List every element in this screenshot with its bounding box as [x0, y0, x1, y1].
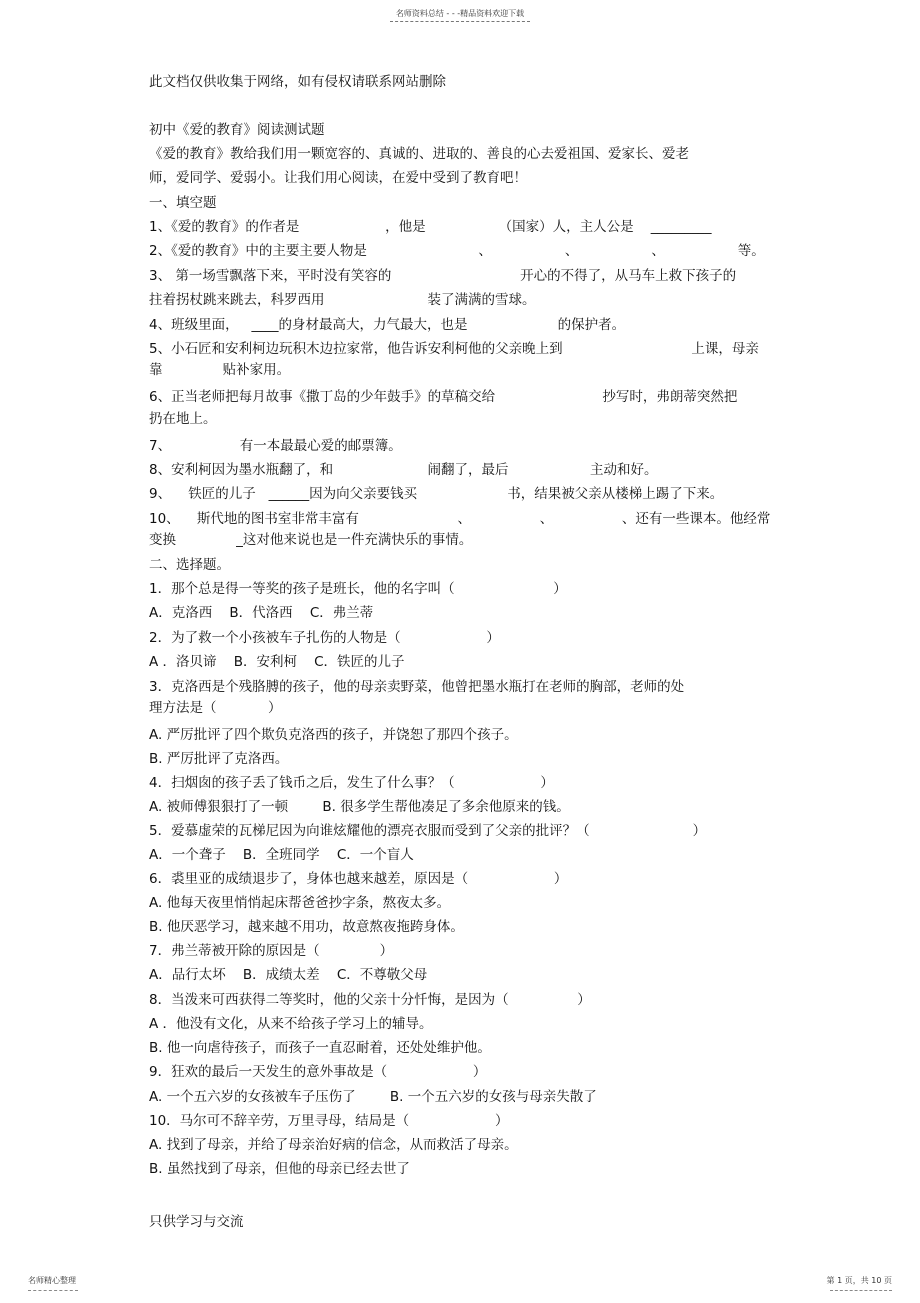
choice-line: 2．为了救一个小孩被车子扎伤的人物是（ ）	[149, 630, 500, 646]
choice-line: 9．狂欢的最后一天发生的意外事故是（ ）	[149, 1064, 487, 1080]
footer-divider-right	[830, 1290, 892, 1291]
fill-question: 9、 铁匠的儿子 ______因为向父亲要钱买 书，结果被父亲从楼梯上踢了下来。	[149, 486, 724, 502]
choice-line: A. 严厉批评了四个欺负克洛西的孩子，并饶恕了那四个孩子。	[149, 727, 518, 743]
section-fill-heading: 一、填空题	[149, 195, 217, 211]
choice-line: A ．洛贝谛 B．安利柯 C．铁匠的儿子	[149, 654, 405, 670]
fill-question: 2、《爱的教育》中的主要主要人物是 、 、 、 等。	[149, 243, 765, 259]
choice-line: B. 虽然找到了母亲，但他的母亲已经去世了	[149, 1161, 410, 1177]
fill-question: 拄着拐杖跳来跳去，科罗西用 装了满满的雪球。	[149, 292, 536, 308]
fill-question: 10、 斯代地的图书室非常丰富有 、 、 、还有一些课本。他经常	[149, 511, 771, 527]
fill-question: 3、 第一场雪飘落下来，平时没有笑容的 开心的不得了，从马车上救下孩子的	[149, 268, 737, 284]
page-header: 名师资料总结 - - -精品资料欢迎下载	[395, 9, 525, 18]
fill-question: 4、班级里面， ____的身材最高大，力气最大，也是 的保护者。	[149, 317, 626, 333]
choice-line: B. 他厌恶学习，越来越不用功，故意熬夜拖跨身体。	[149, 919, 464, 935]
choice-line: A. 被师傅狠狠打了一顿 B. 很多学生帮他凑足了多余他原来的钱。	[149, 799, 570, 815]
document-title: 初中《爱的教育》阅读测试题	[149, 122, 325, 138]
choice-line: A．一个聋子 B．全班同学 C．一个盲人	[149, 847, 414, 863]
fill-question: 1、《爱的教育》的作者是 ，他是 （国家）人，主人公是 _________	[149, 219, 712, 235]
choice-line: A ．他没有文化，从来不给孩子学习上的辅导。	[149, 1016, 433, 1032]
fill-question: 5、小石匠和安利柯边玩积木边拉家常，他告诉安利柯他的父亲晚上到 上课，母亲	[149, 341, 759, 357]
choice-line: A. 一个五六岁的女孩被车子压伤了 B. 一个五六岁的女孩与母亲失散了	[149, 1089, 597, 1105]
footer-left-text: 名师精心整理	[28, 1276, 76, 1285]
choice-line: A．品行太坏 B．成绩太差 C．不尊敬父母	[149, 967, 428, 983]
fill-question: 靠 贴补家用。	[149, 362, 291, 378]
header-divider	[390, 21, 530, 22]
fill-question: 8、安利柯因为墨水瓶翻了，和 闹翻了，最后 主动和好。	[149, 462, 658, 478]
choice-line: A. 找到了母亲，并给了母亲治好病的信念，从而救活了母亲。	[149, 1137, 518, 1153]
footer-divider-left	[28, 1290, 78, 1291]
page-number: 第 1 页，共 10 页	[826, 1276, 892, 1285]
choice-line: 理方法是（ ）	[149, 700, 282, 716]
choice-line: 3．克洛西是个残胳膊的孩子，他的母亲卖野菜，他曾把墨水瓶打在老师的胸部，老师的处	[149, 679, 685, 695]
notice-text: 此文档仅供收集于网络，如有侵权请联系网站删除	[149, 74, 446, 90]
choice-line: 6．裘里亚的成绩退步了，身体也越来越差，原因是（ ）	[149, 871, 568, 887]
choice-line: 10．马尔可不辞辛劳，万里寻母，结局是（ ）	[149, 1113, 509, 1129]
fill-question: 6、正当老师把每月故事《撒丁岛的少年鼓手》的草稿交给 抄写时，弗朗蒂突然把	[149, 389, 738, 405]
fill-question: 7、 有一本最最心爱的邮票簿。	[149, 438, 402, 454]
choice-line: B. 严厉批评了克洛西。	[149, 751, 289, 767]
choice-line: 7．弗兰蒂被开除的原因是（ ）	[149, 943, 394, 959]
choice-line: 1．那个总是得一等奖的孩子是班长，他的名字叫（ ）	[149, 581, 567, 597]
intro-line-1: 《爱的教育》教给我们用一颗宽容的、真诚的、进取的、善良的心去爱祖国、爱家长、爱老	[149, 146, 689, 162]
choice-line: 4．扫烟囱的孩子丢了钱币之后，发生了什么事？（ ）	[149, 775, 554, 791]
closing-text: 只供学习与交流	[149, 1214, 244, 1230]
choice-line: 8．当泼来可西获得二等奖时，他的父亲十分忏悔，是因为（ ）	[149, 992, 591, 1008]
section-choice-heading: 二、选择题。	[149, 557, 230, 573]
choice-line: A. 他每天夜里悄悄起床帮爸爸抄字条，熬夜太多。	[149, 895, 451, 911]
choice-line: A．克洛西 B．代洛西 C．弗兰蒂	[149, 605, 374, 621]
choice-line: B. 他一向虐待孩子，而孩子一直忍耐着，还处处维护他。	[149, 1040, 491, 1056]
fill-question: 变换 _这对他来说也是一件充满快乐的事情。	[149, 532, 473, 548]
fill-question: 扔在地上。	[149, 411, 217, 427]
choice-line: 5．爱慕虚荣的瓦梯尼因为向谁炫耀他的漂亮衣服而受到了父亲的批评？（ ）	[149, 823, 707, 839]
intro-line-2: 师，爱同学、爱弱小。让我们用心阅读，在爱中受到了教育吧！	[149, 170, 527, 186]
